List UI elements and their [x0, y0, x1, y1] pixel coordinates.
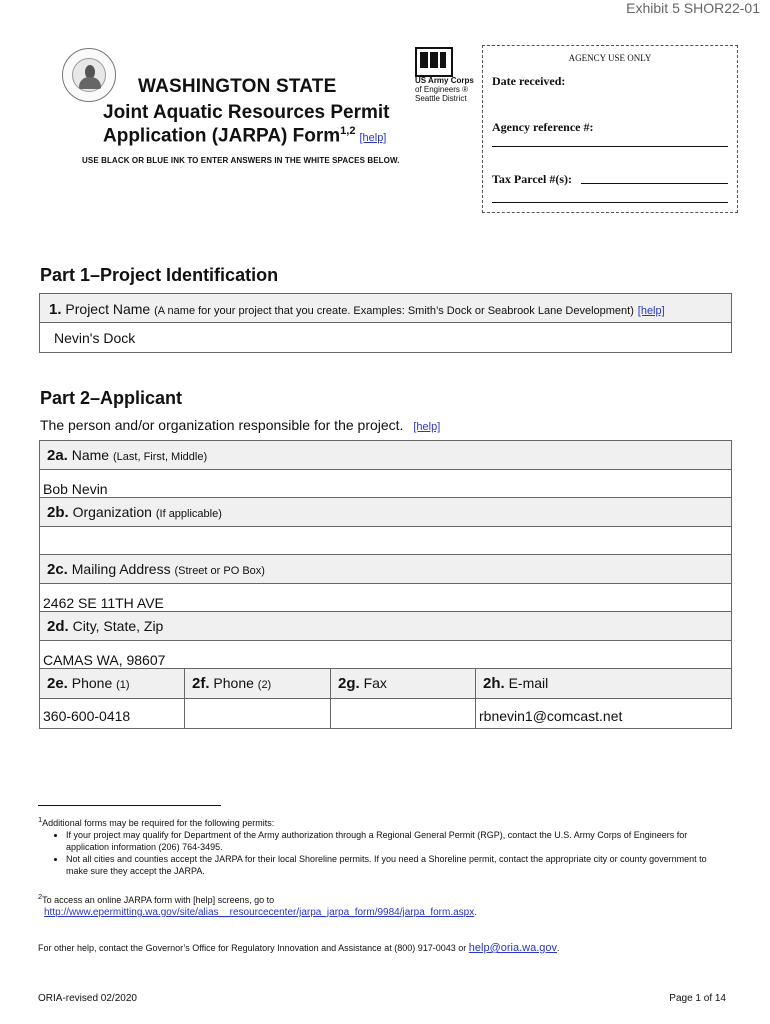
name-number: 2a.: [47, 447, 68, 464]
q1-help-link[interactable]: [help]: [637, 305, 665, 317]
city-label: [47, 618, 163, 635]
project-name-field[interactable]: [39, 322, 732, 353]
phone1-field[interactable]: [39, 698, 185, 729]
phone2-number: 2f.: [192, 675, 210, 692]
footnote-2: $^2$To access an online JARPA form with [help] screens, go to http://www.epermitting.wa.gov/site/alias__resourcecenter/jarpa_jarpa_form/9984/jarpa_form.aspx.: [38, 892, 477, 918]
q1-number: 1.: [49, 301, 62, 318]
tax-parcel-line[interactable]: [581, 183, 728, 184]
city-value: CAMAS WA, 98607: [43, 652, 166, 668]
fax-label: [338, 675, 387, 692]
header-help-link[interactable]: [help]: [359, 132, 387, 145]
organization-number: 2b.: [47, 504, 69, 521]
ink-instruction: USE BLACK OR BLUE INK TO ENTER ANSWERS IN THE WHITE SPACES BELOW.: [82, 156, 400, 165]
state-title: WASHINGTON STATE: [138, 76, 337, 97]
part2-description: [40, 417, 440, 433]
q1-hint: (A name for your project that you create. Examples: Smith’s Dock or Seabrook Lane Development): [154, 305, 634, 317]
tax-parcel-label: Tax Parcel #(s):: [492, 172, 572, 186]
address-value: 2462 SE 11TH AVE: [43, 595, 164, 611]
usace-castle-icon: [415, 47, 453, 77]
fax-label-text: Fax: [363, 675, 387, 691]
seal-portrait: [72, 58, 106, 92]
project-name-label-row: [39, 293, 732, 323]
organization-label-row: [39, 497, 732, 527]
usace-line1: US Army Corps: [415, 76, 474, 85]
phone2-hint: (2): [257, 679, 272, 691]
footnote-divider: [38, 805, 221, 806]
footnote-1-list: [38, 829, 728, 877]
phone2-label-cell: [184, 668, 331, 699]
footnote-2-text: To access an online JARPA form with [help] screens, go to: [42, 895, 275, 905]
oria-email-link[interactable]: help@oria.wa.gov: [468, 942, 557, 954]
q1-label: Project Name: [65, 301, 151, 317]
washington-state-seal: [62, 48, 116, 102]
part2-description-text: The person and/or organization responsible for the project.: [40, 417, 404, 433]
city-label-text: City, State, Zip: [72, 618, 164, 634]
organization-hint: (If applicable): [155, 508, 222, 520]
exhibit-label: Exhibit 5 SHOR22-01: [626, 0, 760, 16]
phone1-label: [47, 675, 130, 692]
city-label-row: [39, 611, 732, 641]
footnote-1-mark: 1: [38, 815, 43, 824]
agency-use-box: [482, 45, 738, 213]
address-label-text: Mailing Address: [71, 561, 171, 577]
fax-number: 2g.: [338, 675, 360, 692]
address-hint: (Street or PO Box): [174, 565, 265, 577]
phone2-label: [192, 675, 271, 692]
usace-label: [415, 76, 474, 103]
name-value: Bob Nevin: [43, 481, 108, 497]
city-field[interactable]: [39, 640, 732, 669]
other-help-text: For other help, contact the Governor’s Office for Regulatory Innovation and Assistance at (800) 917-0043 or: [38, 943, 467, 953]
phone1-hint: (1): [116, 679, 130, 691]
footnote-1-bullet: • Not all cities and counties accept the JARPA for their local Shoreline permits. If you need a Shoreline permit, contact the appropriate city or county government to make sure they accept the JARPA.: [66, 853, 728, 877]
name-field[interactable]: [39, 469, 732, 498]
name-label: [47, 447, 207, 464]
phone1-value: 360-600-0418: [43, 708, 131, 724]
tax-parcel-line-2[interactable]: [492, 202, 728, 203]
name-label-text: Name: [71, 447, 110, 463]
usace-line2: of Engineers ®: [415, 85, 469, 94]
other-help: For other help, contact the Governor’s Office for Regulatory Innovation and Assistance at (800) 917-0043 or help@oria.wa.gov.: [38, 942, 560, 954]
footnote-1: [38, 814, 728, 877]
footnote-2-mark: 2: [38, 892, 43, 901]
email-number: 2h.: [483, 675, 505, 692]
agency-use-header: AGENCY USE ONLY: [568, 53, 652, 63]
form-title-line2: [103, 125, 386, 147]
email-label: [483, 675, 548, 692]
email-label-cell: [475, 668, 732, 699]
agency-reference-label: Agency reference #:: [492, 120, 594, 134]
part1-title: Part 1–Project Identification: [40, 265, 279, 285]
part2-help-link[interactable]: [help]: [413, 421, 441, 433]
address-label: [47, 561, 265, 578]
form-title-line1: Joint Aquatic Resources Permit: [103, 102, 390, 123]
footnote-1-bullet: • If your project may qualify for Department of the Army authorization through a Regional General Permit (RGP), contact the U.S. Army Corps of Engineers for application information (206) 764-3495.: [66, 829, 728, 853]
address-label-row: [39, 554, 732, 584]
part2-title: Part 2–Applicant: [40, 388, 183, 408]
project-name-value: Nevin's Dock: [54, 330, 136, 346]
name-hint: (Last, First, Middle): [113, 451, 208, 463]
usace-line3: Seattle District: [415, 94, 467, 103]
phone2-label-text: Phone: [213, 675, 254, 691]
address-number: 2c.: [47, 561, 68, 578]
form-title-footnote-ref: 1,2: [340, 125, 356, 137]
name-label-row: [39, 440, 732, 470]
date-received-label: Date received:: [492, 74, 566, 88]
organization-label: [47, 504, 222, 521]
city-number: 2d.: [47, 618, 69, 635]
phone1-label-cell: [39, 668, 185, 699]
phone2-field[interactable]: [184, 698, 331, 729]
agency-reference-line[interactable]: [492, 146, 728, 147]
organization-label-text: Organization: [72, 504, 152, 520]
address-field[interactable]: [39, 583, 732, 612]
page-number: Page 1 of 14: [669, 993, 726, 1004]
project-name-label: [49, 301, 665, 318]
organization-field[interactable]: [39, 526, 732, 555]
phone1-label-text: Phone: [71, 675, 113, 691]
email-field[interactable]: [475, 698, 732, 729]
email-value: rbnevin1@comcast.net: [479, 708, 623, 724]
form-title-text: Application (JARPA) Form: [103, 125, 341, 147]
email-label-text: E-mail: [508, 675, 549, 691]
footnote-1-intro: Additional forms may be required for the following permits:: [42, 818, 275, 828]
phone1-number: 2e.: [47, 675, 68, 692]
fax-field[interactable]: [330, 698, 476, 729]
fax-label-cell: [330, 668, 476, 699]
revision-label: ORIA-revised 02/2020: [38, 993, 137, 1004]
jarpa-form-link[interactable]: http://www.epermitting.wa.gov/site/alias__resourcecenter/jarpa_jarpa_form/9984/jarpa_form.aspx: [44, 907, 475, 918]
